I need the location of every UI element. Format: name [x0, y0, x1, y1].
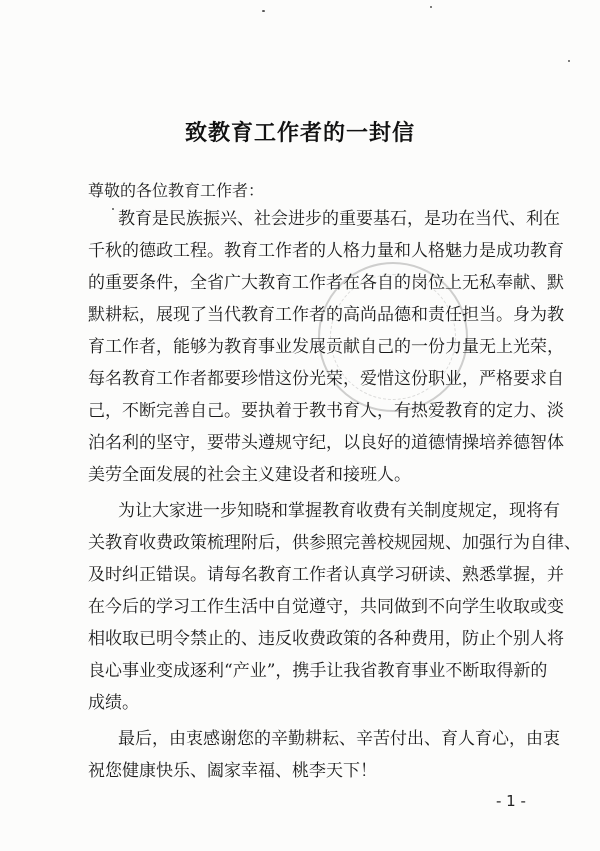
- scan-speck: [262, 10, 265, 12]
- paragraph-line: 己，不断完善自己。要执着于教书育人，有热爱教育的定力、淡: [88, 401, 564, 421]
- paragraph-line: 成绩。: [88, 693, 139, 713]
- paragraph-line: 关教育收费政策梳理附后，供参照完善校规园规、加强行为自律、: [88, 533, 581, 553]
- paragraph-line: 每名教育工作者都要珍惜这份光荣，爱惜这份职业，严格要求自: [88, 369, 564, 389]
- page-number: - 1 -: [496, 792, 526, 810]
- paragraph-line: 教育是民族振兴、社会进步的重要基石，是功在当代、利在: [118, 209, 560, 229]
- paragraph-line: 及时纠正错误。请每名教育工作者认真学习研读、熟悉掌握，并: [88, 565, 564, 585]
- scan-speck: [568, 60, 570, 62]
- salutation: 尊敬的各位教育工作者：: [88, 181, 265, 200]
- paragraph-line: 祝您健康快乐、阖家幸福、桃李天下！: [88, 761, 377, 781]
- paragraph-line: 良心事业变成逐利“产业”，携手让我省教育事业不断取得新的: [88, 661, 548, 681]
- paragraph-line: 相收取已明令禁止的、违反收费政策的各种费用，防止个别人将: [88, 629, 564, 649]
- paragraph-line: 最后，由衷感谢您的辛勤耕耘、辛苦付出、育人育心，由衷: [118, 729, 560, 749]
- paragraph-line: 的重要条件，全省广大教育工作者在各自的岗位上无私奉献、默: [88, 273, 564, 293]
- paragraph-line: 为让大家进一步知晓和掌握教育收费有关制度规定，现将有: [118, 501, 560, 521]
- letter-title: 致教育工作者的一封信: [184, 120, 415, 146]
- paragraph-line: 育工作者，能够为教育事业发展贡献自己的一份力量无上光荣，: [88, 337, 564, 357]
- paragraph-line: 在今后的学习工作生活中自觉遵守，共同做到不向学生收取或变: [88, 597, 564, 617]
- scan-speck: [430, 6, 432, 8]
- scan-speck: [112, 208, 114, 210]
- paragraph-line: 千秋的德政工程。教育工作者的人格力量和人格魅力是成功教育: [88, 241, 564, 261]
- paragraph-line: 泊名利的坚守，要带头遵规守纪，以良好的道德情操培养德智体: [88, 433, 564, 453]
- paragraph-line: 美劳全面发展的社会主义建设者和接班人。: [88, 465, 411, 485]
- paragraph-line: 默耕耘，展现了当代教育工作者的高尚品德和责任担当。身为教: [88, 305, 564, 325]
